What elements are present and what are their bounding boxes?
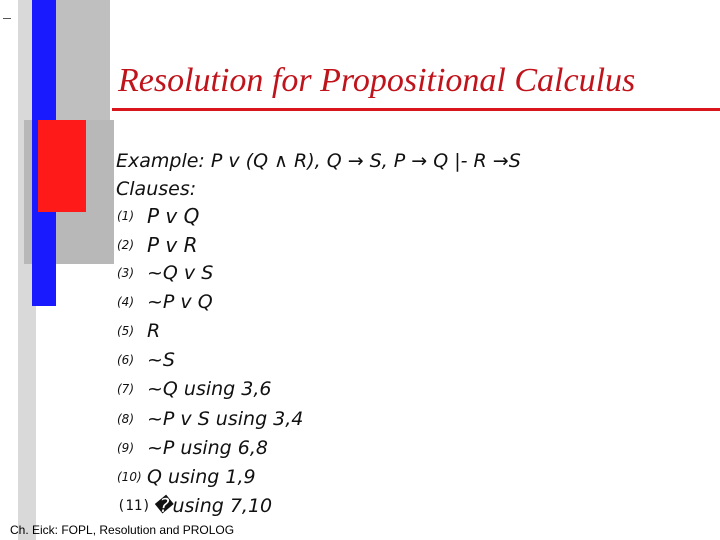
clause-text: P v Q [147, 204, 200, 228]
red-accent-block [38, 120, 86, 212]
clause-item [117, 495, 272, 521]
clause-text: ~P v Q [147, 291, 213, 313]
clause-number: (6) [117, 353, 134, 367]
clause-number: (11) [117, 498, 151, 514]
clauses-label: Clauses: [116, 178, 197, 200]
clause-text: ~P v S using 3,4 [147, 408, 304, 430]
clause-item [117, 408, 303, 434]
clause-item [117, 320, 160, 346]
gray-block-top [56, 0, 110, 120]
clause-item [117, 437, 268, 463]
clause-item [117, 291, 213, 317]
clause-number: (1) [117, 209, 134, 223]
clause-text: ~S [147, 349, 175, 371]
title-underline-rule [112, 108, 720, 111]
clause-number: (7) [117, 382, 134, 396]
clause-number: (9) [117, 441, 134, 455]
clause-text: ~Q v S [147, 262, 214, 284]
clause-text: ~P using 6,8 [147, 437, 268, 459]
clause-text: �using 7,10 [153, 495, 273, 517]
clause-item [117, 466, 256, 492]
example-statement: Example: P v (Q ∧ R), Q → S, P → Q |- R →S [116, 150, 521, 172]
clause-number: (4) [117, 295, 134, 309]
clause-number: (8) [117, 412, 134, 426]
clause-number: (2) [117, 238, 134, 252]
clause-item [117, 233, 198, 259]
corner-tick [3, 18, 11, 19]
clause-number: (10) [117, 470, 142, 484]
clause-text: R [147, 320, 161, 342]
clause-text: P v R [147, 233, 198, 257]
clause-text: ~Q using 3,6 [147, 378, 272, 400]
clause-item [117, 349, 175, 375]
clause-item [117, 204, 199, 230]
clause-number: (3) [117, 266, 134, 280]
slide-footer: Ch. Eick: FOPL, Resolution and PROLOG [10, 523, 235, 537]
clause-item [117, 262, 213, 288]
clause-text: Q using 1,9 [147, 466, 256, 488]
clause-number: (5) [117, 324, 134, 338]
clause-item [117, 378, 272, 404]
slide-title: Resolution for Propositional Calculus [118, 62, 636, 99]
